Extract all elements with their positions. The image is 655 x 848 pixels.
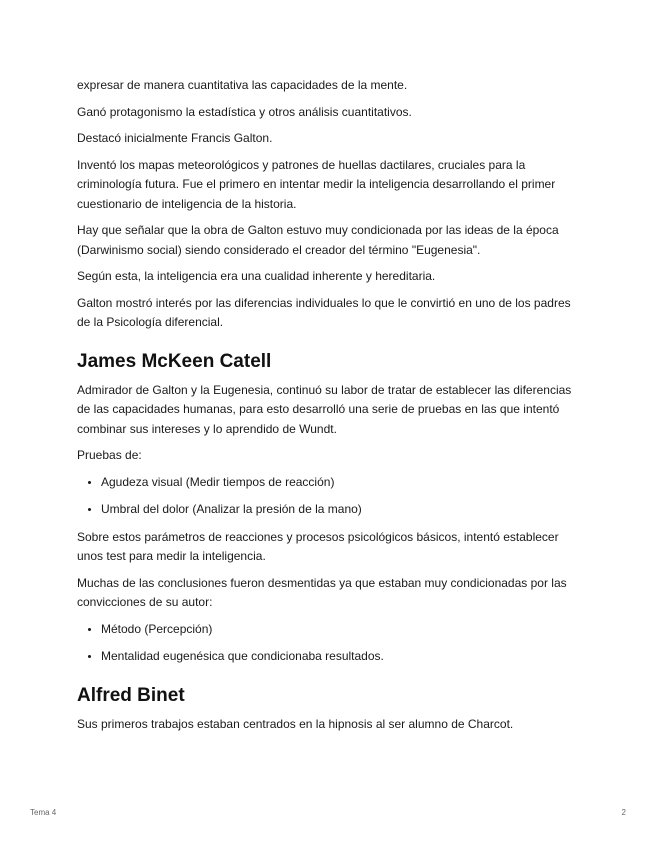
section-heading-catell: James McKeen Catell	[77, 350, 272, 372]
list-item: • Método (Percepción)	[101, 620, 577, 640]
list-item: • Umbral del dolor (Analizar la presión de la mano)	[101, 500, 577, 520]
paragraph: Pruebas de:	[77, 448, 142, 462]
paragraph: Hay que señalar que la obra de Galton estuvo muy condicionada por las ideas de la época (Darwinismo social) siendo considerado el creador del término "Eugenesia".	[77, 223, 559, 257]
list-item: • Mentalidad eugenésica que condicionaba resultados.	[101, 647, 577, 667]
paragraph: Inventó los mapas meteorológicos y patrones de huellas dactilares, cruciales para la criminología futura. Fue el primero en intentar medir la inteligencia desarrollando el primer cuestionario de inteligencia de la historia.	[77, 157, 556, 211]
paragraph: Muchas de las conclusiones fueron desmentidas ya que estaban muy condicionadas por las convicciones de su autor:	[77, 575, 567, 609]
paragraph: Sobre estos parámetros de reacciones y procesos psicológicos básicos, intentó establecer unos test para medir la inteligencia.	[77, 529, 559, 563]
tests-list	[77, 473, 577, 520]
list-item: • Agudeza visual (Medir tiempos de reacción)	[101, 473, 577, 493]
paragraph: Según esta, la inteligencia era una cualidad inherente y hereditaria.	[77, 269, 436, 283]
document-body	[77, 76, 577, 741]
paragraph: Ganó protagonismo la estadística y otros análisis cuantitativos.	[77, 104, 412, 119]
issues-list	[77, 620, 577, 667]
footer-topic-label: Tema 4	[30, 808, 57, 817]
section-heading-binet: Alfred Binet	[77, 684, 185, 706]
paragraph: Destacó inicialmente Francis Galton.	[77, 131, 273, 145]
paragraph: Galton mostró interés por las diferencias individuales lo que le convirtió en uno de los padres de la Psicología diferencial.	[77, 295, 571, 329]
paragraph: Sus primeros trabajos estaban centrados en la hipnosis al ser alumno de Charcot.	[77, 716, 514, 731]
page-number: 2	[621, 808, 626, 817]
paragraph: expresar de manera cuantitativa las capacidades de la mente.	[77, 78, 408, 92]
paragraph: Admirador de Galton y la Eugenesia, continuó su labor de tratar de establecer las diferencias de las capacidades humanas, para esto desarrolló una serie de pruebas en las que intentó combinar sus intereses y lo aprendido de Wundt.	[77, 382, 572, 436]
